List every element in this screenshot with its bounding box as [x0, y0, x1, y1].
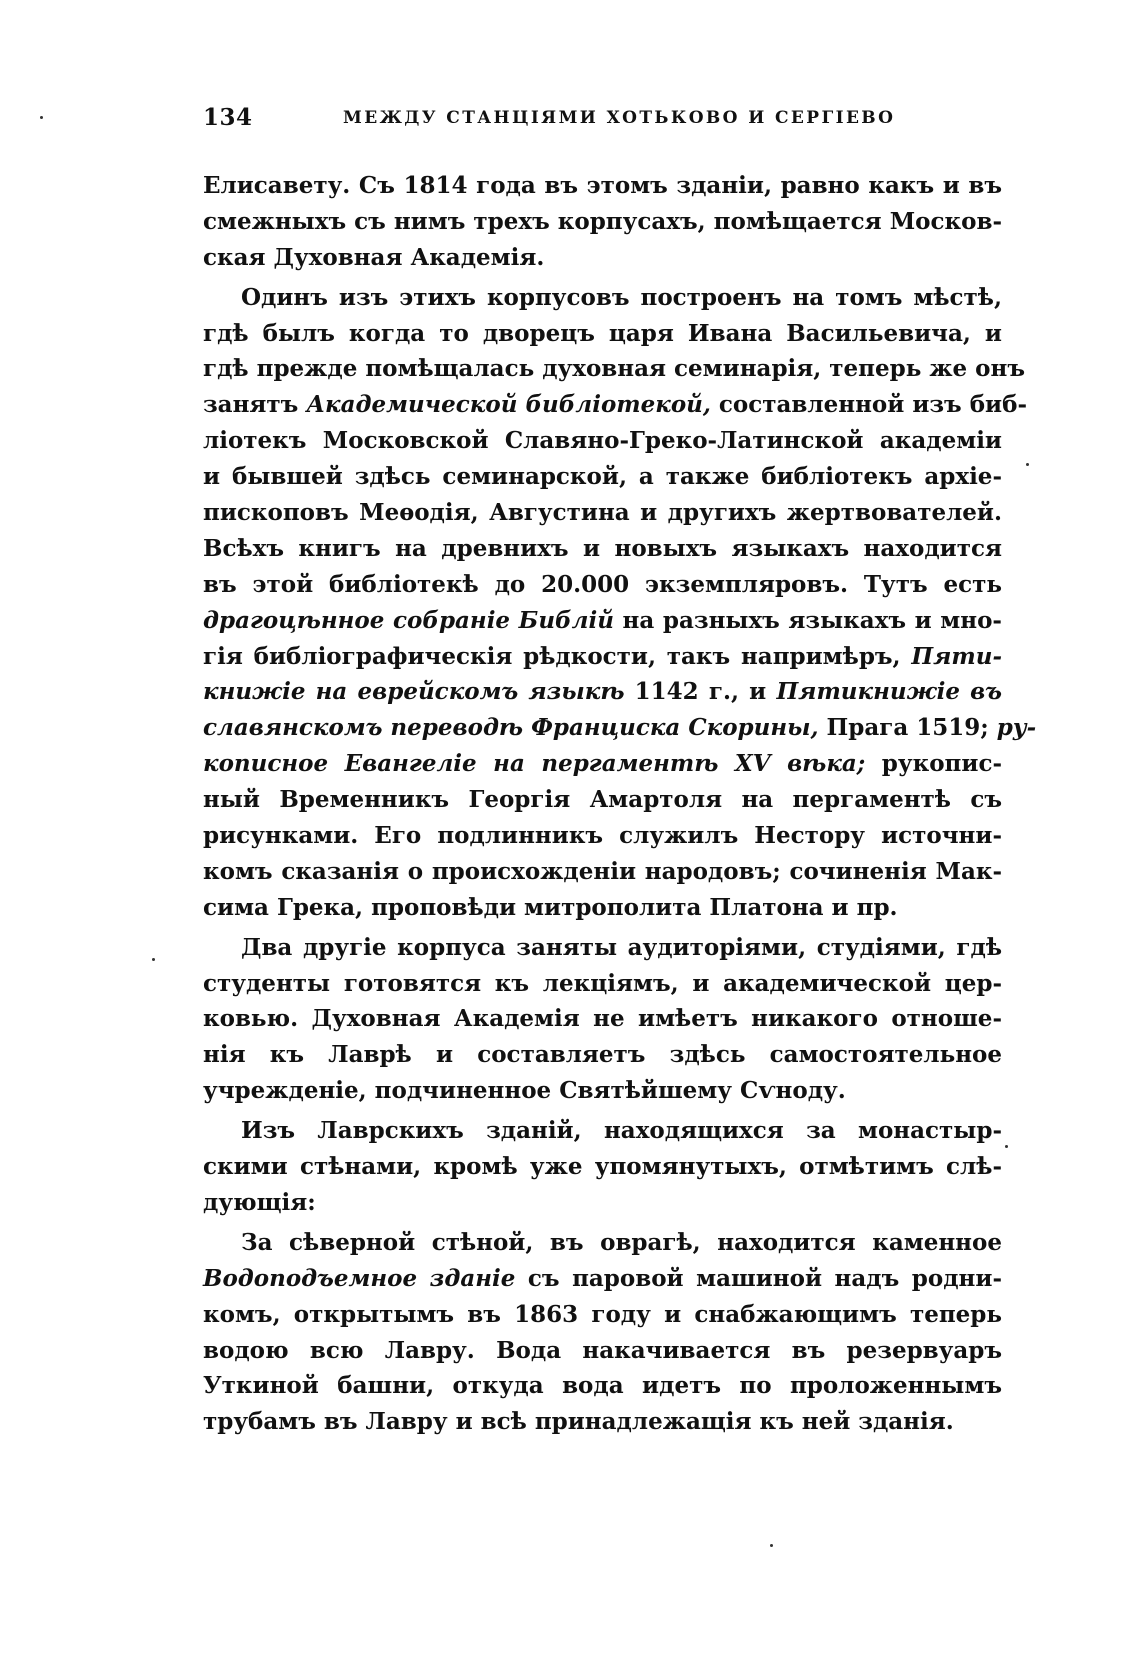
text-line [203, 459, 1002, 495]
text-run: ліотекъ Московской Славяно-Греко-Латинской академіи [203, 427, 1002, 455]
page-header [203, 104, 1002, 144]
text-run: За сѣверной стѣной, въ оврагѣ, находится каменное [241, 1228, 1002, 1256]
text-run: Два другіе корпуса заняты аудиторіями, студіями, гдѣ [241, 933, 1002, 961]
italic-run: драгоцѣнное собраніе Библій [203, 606, 614, 634]
scan-speck [1005, 1145, 1008, 1148]
text-run: Всѣхъ книгъ на древнихъ и новыхъ языкахъ находится [203, 534, 1002, 562]
scan-speck [152, 958, 155, 961]
scan-speck [1026, 463, 1029, 466]
text-run: студенты готовятся къ лекціямъ, и академической цер- [203, 969, 1002, 997]
running-head: МЕЖДУ СТАНЦІЯМИ ХОТЬКОВО И СЕРГІЕВО [343, 108, 896, 128]
body-text [203, 168, 1037, 1440]
italic-run: Водоподъемное зданіе [203, 1264, 516, 1292]
italic-run: книжіе на еврейскомъ языкѣ [203, 678, 625, 706]
paragraph [203, 930, 1002, 1109]
text-run: 1142 г., и [624, 678, 777, 706]
text-line [203, 1261, 1002, 1297]
text-line [203, 818, 1002, 854]
page-number: 134 [203, 104, 253, 131]
text-line [203, 240, 1002, 276]
text-line [203, 204, 1002, 240]
text-run: на разныхъ языкахъ и мно- [613, 606, 1002, 634]
text-line [203, 966, 1002, 1002]
text-run: Изъ Лаврскихъ зданій, находящихся за монастыр- [241, 1117, 1002, 1145]
text-run: ковью. Духовная Академія не имѣетъ никакого отноше- [203, 1005, 1002, 1033]
paragraph [203, 168, 1002, 276]
text-line [203, 1001, 1002, 1037]
text-line [203, 1225, 1002, 1261]
text-line [203, 603, 1002, 639]
scan-speck [770, 1544, 773, 1547]
text-run: составленной изъ биб- [710, 391, 1027, 419]
text-line [203, 710, 1037, 746]
text-line [203, 1185, 1002, 1221]
text-run: Елисавету. Съ 1814 года въ этомъ зданіи, равно какъ и въ [203, 172, 1002, 199]
text-line [203, 1404, 1002, 1440]
text-run: гія библіографическія рѣдкости, такъ напримѣръ, [203, 642, 912, 670]
text-run: въ этой библіотекѣ до 20.000 экземпляровъ. Тутъ есть [203, 570, 1002, 598]
text-line [203, 168, 1002, 204]
text-run: учрежденіе, подчиненное Святѣйшему Сѵноду. [203, 1077, 846, 1105]
text-line [203, 495, 1002, 531]
text-line [203, 351, 1026, 387]
text-run: гдѣ прежде помѣщалась духовная семинарія, теперь же онъ [203, 355, 1026, 383]
text-line [203, 782, 1002, 818]
text-line [203, 1297, 1002, 1333]
text-line [203, 387, 1027, 423]
text-run: Прага 1519; [818, 714, 997, 742]
text-run: скими стѣнами, кромѣ уже упомянутыхъ, отмѣтимъ слѣ- [203, 1153, 1002, 1181]
italic-run: славянскомъ переводѣ Франциска Скорины, [203, 714, 819, 742]
text-line [203, 639, 1002, 675]
text-run: сима Грека, проповѣди митрополита Платона и пр. [203, 893, 898, 921]
text-line [203, 567, 1002, 603]
text-line [203, 1368, 1002, 1404]
italic-run: кописное Евангеліе на пергаментѣ XV вѣка; [203, 750, 866, 778]
paragraph [203, 1225, 1002, 1440]
text-run: ская Духовная Академія. [203, 243, 545, 271]
text-line [203, 1073, 1002, 1109]
text-line [203, 854, 1002, 890]
text-line [203, 280, 1002, 316]
italic-run: Академической библіотекой, [306, 391, 711, 419]
paragraph [203, 280, 1037, 926]
text-run: трубамъ въ Лавру и всѣ принадлежащія къ ней зданія. [203, 1408, 954, 1436]
text-line [203, 316, 1002, 352]
text-line [203, 1037, 1002, 1073]
text-run: Уткиной башни, откуда вода идетъ по проложеннымъ [203, 1372, 1002, 1400]
text-line [203, 930, 1002, 966]
text-run: рисунками. Его подлинникъ служилъ Нестору источни- [203, 822, 1002, 850]
italic-run: Пяти- [911, 642, 1002, 670]
text-run: пископовъ Меѳодія, Августина и другихъ жертвователей. [203, 499, 1002, 527]
italic-run: ру- [996, 714, 1037, 742]
text-run: смежныхъ съ нимъ трехъ корпусахъ, помѣщается Москов- [203, 207, 1002, 235]
text-run: водою всю Лавру. Вода накачивается въ резервуаръ [203, 1336, 1002, 1364]
text-run: комъ сказанія о происхожденіи народовъ; сочиненія Мак- [203, 857, 1002, 885]
text-line [203, 423, 1002, 459]
text-run: комъ, открытымъ въ 1863 году и снабжающимъ теперь [203, 1300, 1002, 1328]
text-run: ный Временникъ Георгія Амартоля на пергаментѣ съ [203, 786, 1002, 814]
text-line [203, 674, 1002, 710]
italic-run: Пятикнижіе въ [776, 678, 1003, 706]
text-run: нія къ Лаврѣ и составляетъ здѣсь самостоятельное [203, 1041, 1002, 1069]
text-line [203, 890, 1002, 926]
text-run: Одинъ изъ этихъ корпусовъ построенъ на томъ мѣстѣ, [241, 283, 1002, 311]
text-line [203, 531, 1002, 567]
text-run: съ паровой машиной надъ родни- [515, 1264, 1002, 1292]
scan-speck [40, 116, 43, 119]
text-line [203, 1149, 1002, 1185]
paragraph [203, 1113, 1002, 1221]
text-run: дующія: [203, 1188, 316, 1216]
text-run: гдѣ былъ когда то дворецъ царя Ивана Васильевича, и [203, 319, 1002, 347]
text-line [203, 746, 1002, 782]
text-line [203, 1113, 1002, 1149]
text-run: и бывшей здѣсь семинарской, а также библіотекъ архіе- [203, 463, 1002, 491]
text-run: занятъ [203, 391, 307, 419]
text-run: рукопис- [865, 750, 1002, 778]
text-line [203, 1333, 1002, 1369]
